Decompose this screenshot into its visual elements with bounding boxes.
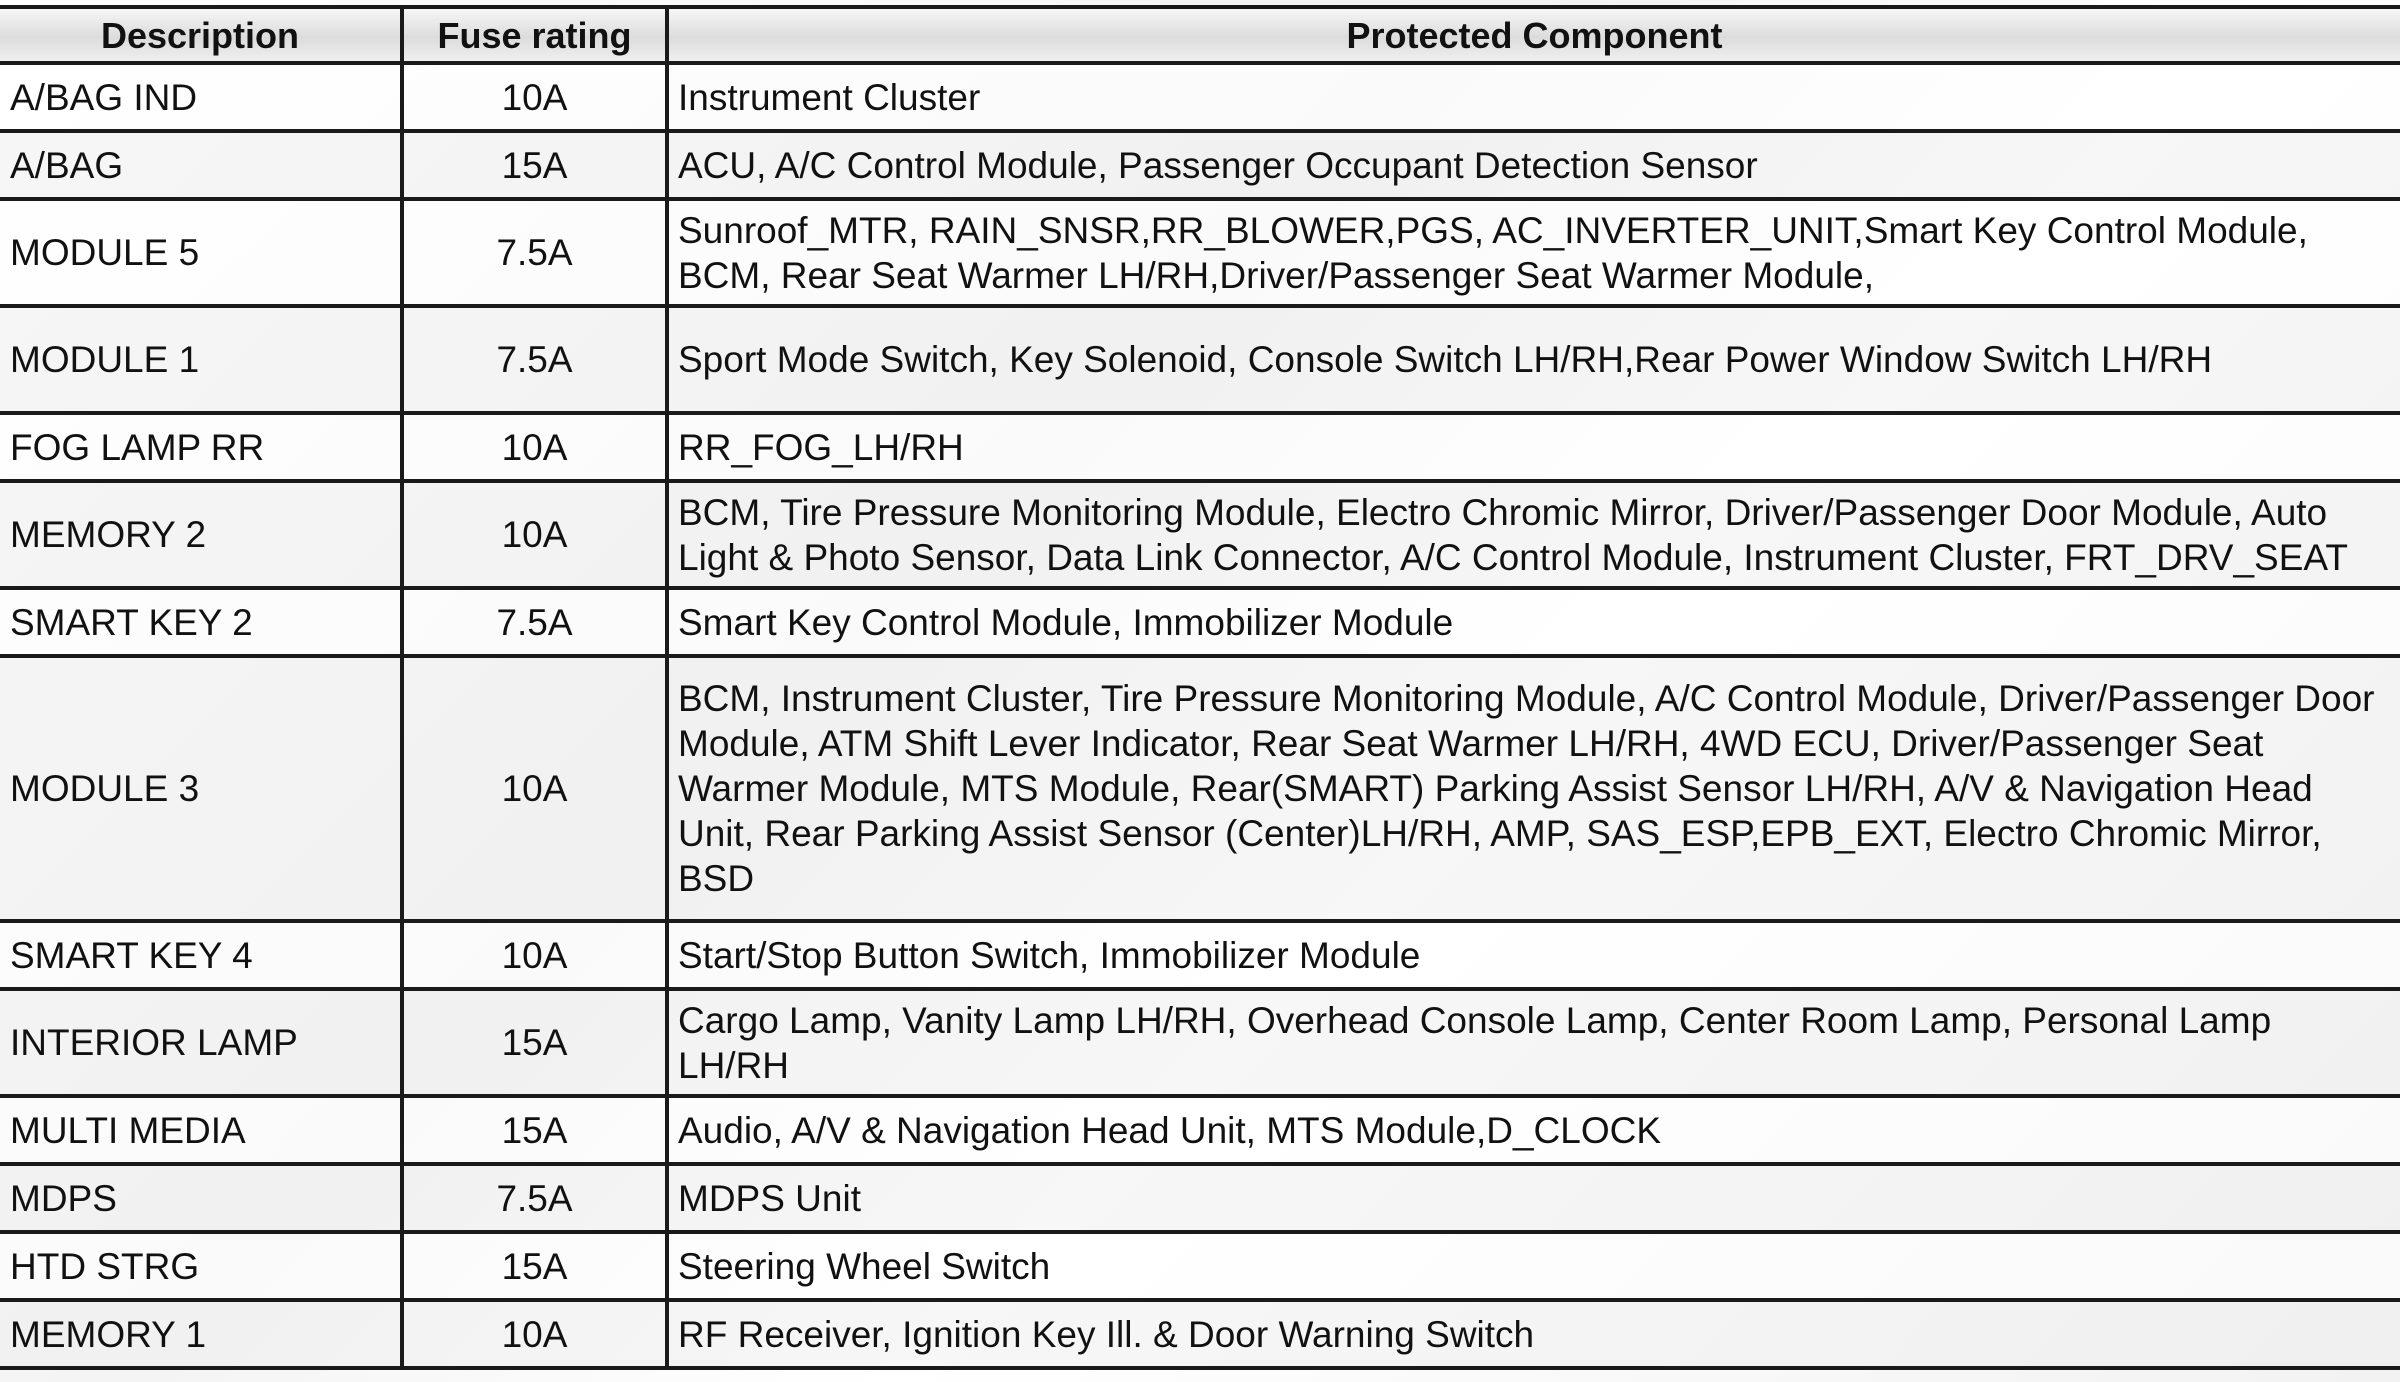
protected-component-cell: Start/Stop Button Switch, Immobilizer Module <box>667 921 2400 989</box>
protected-component-cell: Audio, A/V & Navigation Head Unit, MTS Module,D_CLOCK <box>667 1096 2400 1164</box>
fuse-rating-cell: 15A <box>402 989 667 1096</box>
description-cell: A/BAG <box>0 131 402 199</box>
fuse-table <box>0 5 2400 1370</box>
table-row <box>0 656 2400 921</box>
table-row <box>0 413 2400 481</box>
table-header <box>0 7 2400 63</box>
table-row <box>0 1164 2400 1232</box>
fuse-rating-cell: 7.5A <box>402 199 667 306</box>
table-row <box>0 63 2400 131</box>
table-row <box>0 1300 2400 1368</box>
protected-component-cell: MDPS Unit <box>667 1164 2400 1232</box>
table-row <box>0 481 2400 588</box>
description-cell: MODULE 3 <box>0 656 402 921</box>
protected-component-cell: Smart Key Control Module, Immobilizer Module <box>667 588 2400 656</box>
protected-component-cell: BCM, Instrument Cluster, Tire Pressure Monitoring Module, A/C Control Module, Driver/Passenger Door Module, ATM Shift Lever Indicator, Rear Seat Warmer LH/RH, 4WD ECU, Driver/Passenger Seat Warmer Module, MTS Module, Rear(SMART) Parking Assist Sensor LH/RH, A/V & Navigation Head Unit, Rear Parking Assist Sensor (Center)LH/RH, AMP, SAS_ESP,EPB_EXT, Electro Chromic Mirror, BSD <box>667 656 2400 921</box>
description-cell: A/BAG IND <box>0 63 402 131</box>
fuse-rating-cell: 10A <box>402 481 667 588</box>
fuse-rating-cell: 15A <box>402 1096 667 1164</box>
table-row <box>0 921 2400 989</box>
description-cell: MODULE 5 <box>0 199 402 306</box>
protected-component-cell: ACU, A/C Control Module, Passenger Occupant Detection Sensor <box>667 131 2400 199</box>
description-cell: MULTI MEDIA <box>0 1096 402 1164</box>
table-row <box>0 1096 2400 1164</box>
description-cell: SMART KEY 4 <box>0 921 402 989</box>
fuse-rating-cell: 10A <box>402 656 667 921</box>
header-row <box>0 7 2400 63</box>
fuse-rating-cell: 10A <box>402 921 667 989</box>
description-cell: MDPS <box>0 1164 402 1232</box>
fuse-rating-cell: 15A <box>402 1232 667 1300</box>
fuse-rating-cell: 7.5A <box>402 306 667 413</box>
column-header-protected-component: Protected Component <box>667 7 2400 63</box>
table-row <box>0 588 2400 656</box>
table-row <box>0 1232 2400 1300</box>
description-cell: HTD STRG <box>0 1232 402 1300</box>
protected-component-cell: RF Receiver, Ignition Key Ill. & Door Warning Switch <box>667 1300 2400 1368</box>
column-header-fuse-rating: Fuse rating <box>402 7 667 63</box>
protected-component-cell: Sunroof_MTR, RAIN_SNSR,RR_BLOWER,PGS, AC_INVERTER_UNIT,Smart Key Control Module, BCM, Rear Seat Warmer LH/RH,Driver/Passenger Seat Warmer Module, <box>667 199 2400 306</box>
protected-component-cell: Sport Mode Switch, Key Solenoid, Console Switch LH/RH,Rear Power Window Switch LH/RH <box>667 306 2400 413</box>
column-header-description: Description <box>0 7 402 63</box>
description-cell: INTERIOR LAMP <box>0 989 402 1096</box>
fuse-rating-cell: 15A <box>402 131 667 199</box>
table-row <box>0 131 2400 199</box>
protected-component-cell: BCM, Tire Pressure Monitoring Module, Electro Chromic Mirror, Driver/Passenger Door Module, Auto Light & Photo Sensor, Data Link Connector, A/C Control Module, Instrument Cluster, FRT_DRV_SEAT <box>667 481 2400 588</box>
table-row <box>0 199 2400 306</box>
description-cell: SMART KEY 2 <box>0 588 402 656</box>
fuse-rating-cell: 7.5A <box>402 588 667 656</box>
description-cell: MEMORY 2 <box>0 481 402 588</box>
description-cell: MODULE 1 <box>0 306 402 413</box>
protected-component-cell: Instrument Cluster <box>667 63 2400 131</box>
protected-component-cell: Steering Wheel Switch <box>667 1232 2400 1300</box>
fuse-rating-cell: 7.5A <box>402 1164 667 1232</box>
fuse-rating-cell: 10A <box>402 63 667 131</box>
protected-component-cell: RR_FOG_LH/RH <box>667 413 2400 481</box>
protected-component-cell: Cargo Lamp, Vanity Lamp LH/RH, Overhead Console Lamp, Center Room Lamp, Personal Lamp LH/RH <box>667 989 2400 1096</box>
description-cell: MEMORY 1 <box>0 1300 402 1368</box>
description-cell: FOG LAMP RR <box>0 413 402 481</box>
table-row <box>0 306 2400 413</box>
fuse-rating-cell: 10A <box>402 1300 667 1368</box>
table-row <box>0 989 2400 1096</box>
table-body <box>0 63 2400 1368</box>
fuse-rating-cell: 10A <box>402 413 667 481</box>
